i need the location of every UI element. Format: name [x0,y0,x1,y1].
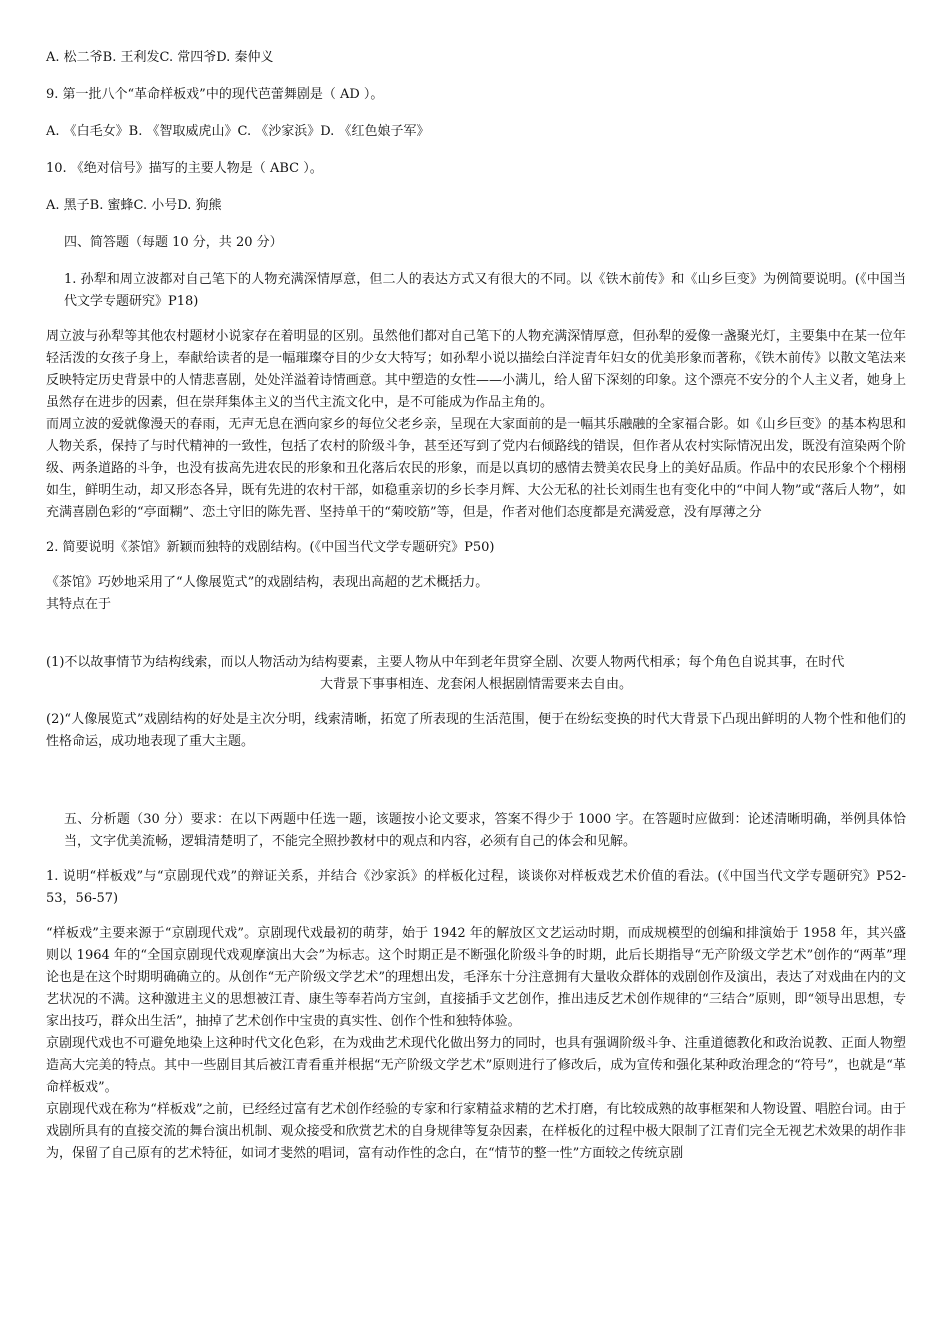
section5-heading: 五、分析题（30 分）要求：在以下两题中任选一题，该题按小论文要求，答案不得少于 1000 字。在答题时应做到：论述清晰明确，举例具体恰当，文字优美流畅，逻辑清楚明了，不能完全照抄教材中的观点和内容，必须有自己的体会和见解。 [64,812,906,849]
document-page [46,47,906,1165]
s5-question-1: 1. 说明“样板戏”与“京剧现代戏”的辩证关系，并结合《沙家浜》的样板化过程，谈谈你对样板戏艺术价值的看法。(《中国当代文学专题研究》P52-53，56-57) [46,869,906,906]
s5-answer-1-para-1: “样板戏”主要来源于“京剧现代戏”。京剧现代戏最初的萌芽，始于 1942 年的解放区文艺运动时期，而成规模型的创编和排演始于 1958 年，其兴盛则以 1964 年的“全国京剧现代戏观摩演出大会”为标志。这个时期正是不断强化阶级斗争的时期，此后长期指导“无产阶级文学艺术”创作的“两革”理论也是在这个时期明确确立的。从创作“无产阶级文学艺术”的理想出发，毛泽东十分注意拥有大量收众群体的戏剧创作及演出，表达了对戏曲在内的文艺状况的不满。这种激进主义的思想被江青、康生等奉若尚方宝剑，直接插手文艺创作，推出违反艺术创作规律的“三结合”原则，即“领导出思想，专家出技巧，群众出生活”，抽掉了艺术创作中宝贵的真实性、创作个性和独特体验。 [46,926,906,1029]
q9-question: 9. 第一批八个“革命样板戏”中的现代芭蕾舞剧是（ AD ）。 [46,87,384,102]
s4-answer-2-line-1: 《茶馆》巧妙地采用了“人像展览式”的戏剧结构，表现出高超的艺术概括力。 [46,575,489,590]
q10-question: 10. 《绝对信号》描写的主要人物是（ ABC ）。 [46,161,323,176]
s4-answer-2-line-2: 其特点在于 [46,597,112,612]
s4-question-1: 1. 孙犁和周立波都对自己笔下的人物充满深情厚意，但二人的表达方式又有很大的不同。以《铁木前传》和《山乡巨变》为例简要说明。(《中国当代文学专题研究》P18) [64,272,906,309]
q9-options: A. 《白毛女》B. 《智取威虎山》C. 《沙家浜》D. 《红色娘子军》 [46,124,430,139]
q8-options: A. 松二爷B. 王利发C. 常四爷D. 秦仲义 [46,50,274,65]
q10-options: A. 黑子B. 蜜蜂C. 小号D. 狗熊 [46,198,222,213]
s4-answer-1-para-1: 周立波与孙犁等其他农村题材小说家存在着明显的区别。虽然他们都对自己笔下的人物充满深情厚意，但孙犁的爱像一盏聚光灯，主要集中在某一位年轻活泼的女孩子身上，奉献给读者的是一幅璀璨夺目的少女大特写；如孙犁小说以描绘白洋淀青年妇女的优美形象而著称，《铁木前传》以散文笔法来反映特定历史背景中的人情悲喜剧，处处洋溢着诗情画意。其中塑造的女性——小满儿，给人留下深刻的印象。这个漂亮不安分的个人主义者，她身上虽然存在进步的因素，但在崇拜集体主义的当代主流文化中，是不可能成为作品主角的。 [46,329,906,410]
section4-heading: 四、简答题（每题 10 分，共 20 分） [64,235,283,250]
s4-answer-2-point-1-cont: 大背景下事事相连、龙套闲人根据剧情需要来去自由。 [319,677,632,692]
s5-answer-1-para-2: 京剧现代戏也不可避免地染上这种时代文化色彩，在为戏曲艺术现代化做出努力的同时，也具有强调阶级斗争、注重道德教化和政治说教、正面人物塑造高大完美的特点。其中一些剧目其后被江青看重并根据“无产阶级文学艺术”原则进行了修改后，成为宣传和强化某种政治理念的“符号”，也就是“革命样板戏”。 [46,1036,906,1095]
s4-answer-2-point-1: (1)不以故事情节为结构线索，而以人物活动为结构要素，主要人物从中年到老年贯穿全剧、次要人物两代相承；每个角色自说其事，在时代 [46,655,845,670]
s4-answer-1-para-2: 而周立波的爱就像漫天的春雨，无声无息在洒向家乡的每位父老乡亲，呈现在大家面前的是一幅其乐融融的全家福合影。如《山乡巨变》的基本构思和人物关系，保持了与时代精神的一致性，包括了农村的阶级斗争，甚至还写到了党内右倾路线的错误，但作者从农村实际情况出发，既没有渲染两个阶级、两条道路的斗争，也没有拔高先进农民的形象和丑化落后农民的形象，而是以真切的感情去赞美农民身上的美好品质。作品中的农民形象个个栩栩如生，鲜明生动，却又形态各异，既有先进的农村干部，如稳重亲切的乡长李月辉、大公无私的社长刘雨生也有变化中的“中间人物”或“落后人物”，如充满喜剧色彩的“亭面糊”、恋土守旧的陈先晋、坚持单干的“菊咬筋”等，但是，作者对他们态度都是充满爱意，没有厚薄之分 [46,417,906,520]
s4-answer-2-point-2: (2)“人像展览式”戏剧结构的好处是主次分明，线索清晰，拓宽了所表现的生活范围，便于在纷纭变换的时代大背景下凸现出鲜明的人物个性和他们的性格命运，成功地表现了重大主题。 [46,712,906,749]
s5-answer-1-para-3: 京剧现代戏在称为“样板戏”之前，已经经过富有艺术创作经验的专家和行家精益求精的艺术打磨，有比较成熟的故事框架和人物设置、唱腔台词。由于戏剧所具有的直接交流的舞台演出机制、观众接受和欣赏艺术的自身规律等复杂因素，在样板化的过程中极大限制了江青们完全无视艺术效果的胡作非为，保留了自己原有的艺术特征，如词才斐然的唱词，富有动作性的念白，在“情节的整一性”方面较之传统京剧 [46,1102,906,1161]
s4-question-2: 2. 简要说明《茶馆》新颖而独特的戏剧结构。(《中国当代文学专题研究》P50) [46,540,495,555]
